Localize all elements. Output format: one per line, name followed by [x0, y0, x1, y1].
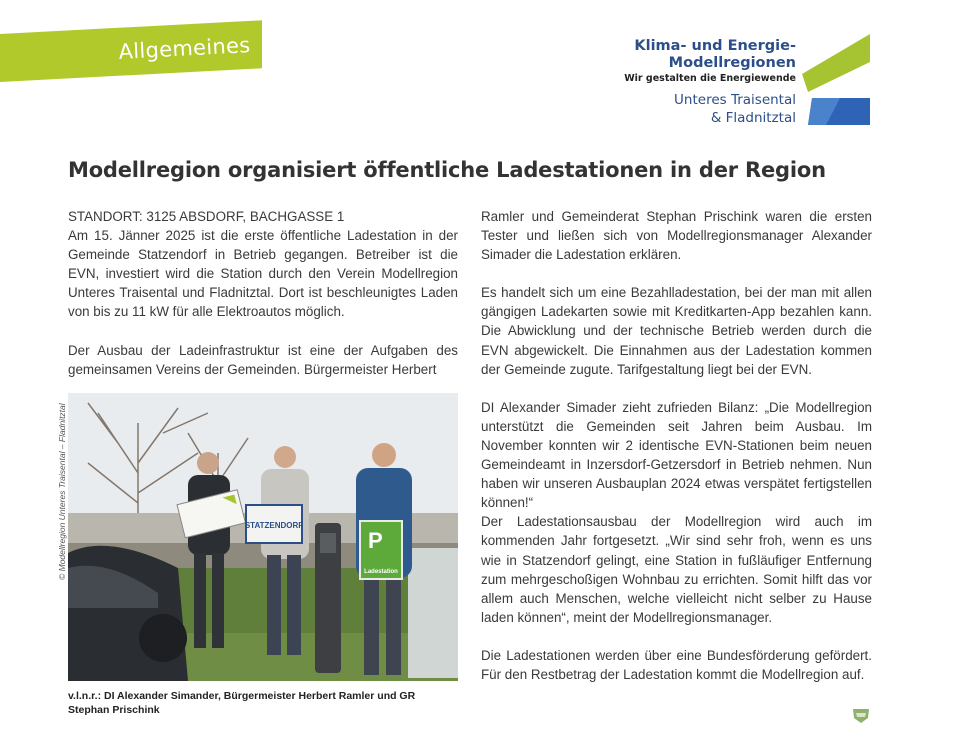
article-column-left [68, 207, 458, 379]
logo-line-2: Modellregionen [668, 55, 796, 71]
sign-ladestation: Ladestation [364, 569, 398, 575]
paragraph: Der Ladestationsausbau der Modellregion wird auch im kommenden Jahr fortgesetzt. „Wir sind sehr froh, wenn es uns wie in Statzendorf gelingt, eine Station in fußläufiger Entfernung zum mehrgeschoßigen Wohnbau zu errichten. Somit hilft das vor allem auch Menschen, welche vielleicht nicht selber zu Hause laden können“, meint der Modellregionsmanager. [481, 514, 872, 625]
paragraph: Der Ausbau der Ladeinfrastruktur ist eine der Aufgaben des gemeinsamen Vereins der Gemeinden. Bürgermeister Herbert [68, 342, 458, 377]
location-line: STANDORT: 3125 ABSDORF, BACHGASSE 1 [68, 209, 345, 224]
logo-region-2: & Fladnitztal [710, 110, 796, 126]
logo-region-1: Unteres Traisental [674, 92, 796, 108]
article-column-right [481, 207, 872, 684]
sign-statzendorf: STATZENDORF [244, 521, 304, 530]
logo-tagline: Wir gestalten die Energiewende [624, 73, 796, 84]
klima-energie-modellregion-logo [600, 34, 872, 130]
photo-caption: v.l.n.r.: DI Alexander Simander, Bürgermeister Herbert Ramler und GR Stephan Prischink [68, 690, 416, 716]
article-title: Modellregion organisiert öffentliche Ladestationen in der Region [68, 158, 826, 182]
paragraph: Es handelt sich um eine Bezahlladestation, bei der man mit allen gängigen Ladekarten sowie mit Kreditkarten-App bezahlen kann. Die Abwicklung und der technische Betrieb werden durch die EVN abgewickelt. Die Einnahmen aus der Ladestation kommen der Gemeinde zugute. Tarifgestaltung liegt bei der EVN. [481, 285, 872, 377]
article-photo [68, 393, 458, 681]
paragraph: Die Ladestationen werden über eine Bundesförderung gefördert. Für den Restbetrag der Ladestation kommt die Modellregion auf. [481, 647, 872, 682]
section-tag: Allgemeines [118, 33, 252, 64]
page-emblem-icon [852, 706, 870, 724]
svg-text:P: P [368, 528, 383, 553]
photo-credit: © Modellregion Unteres Traisental – Fladnitztal [57, 403, 67, 580]
charging-station-photo [68, 393, 458, 681]
logo-mark-icon [800, 34, 872, 126]
logo-line-1: Klima- und Energie- [634, 38, 796, 54]
paragraph: Am 15. Jänner 2025 ist die erste öffentliche Ladestation in der Gemeinde Statzendorf in Betrieb gegangen. Betreiber ist die EVN, investiert wird die Station durch den Verein Modellregion Unteres Traisental und Fladnitztal. Dort ist beschleunigtes Laden von bis zu 11 kW für alle Elektroautos möglich. [68, 228, 458, 320]
paragraph: DI Alexander Simader zieht zufrieden Bilanz: „Die Modellregion unterstützt die Gemeinden seit Jahren beim Ausbau. Im November konnten wir 2 identische EVN-Stationen beim neuen Gemeindeamt in Inzersdorf-Getzersdorf in Betrieb nehmen. Nun haben wir unseren Ausbauplan 2024 etwas verspätet fertigstellen können!“ [481, 399, 872, 511]
paragraph: Ramler und Gemeinderat Stephan Prischink waren die ersten Tester und ließen sich von Modellregionsmanager Alexander Simader die Ladestation erklären. [481, 209, 872, 263]
